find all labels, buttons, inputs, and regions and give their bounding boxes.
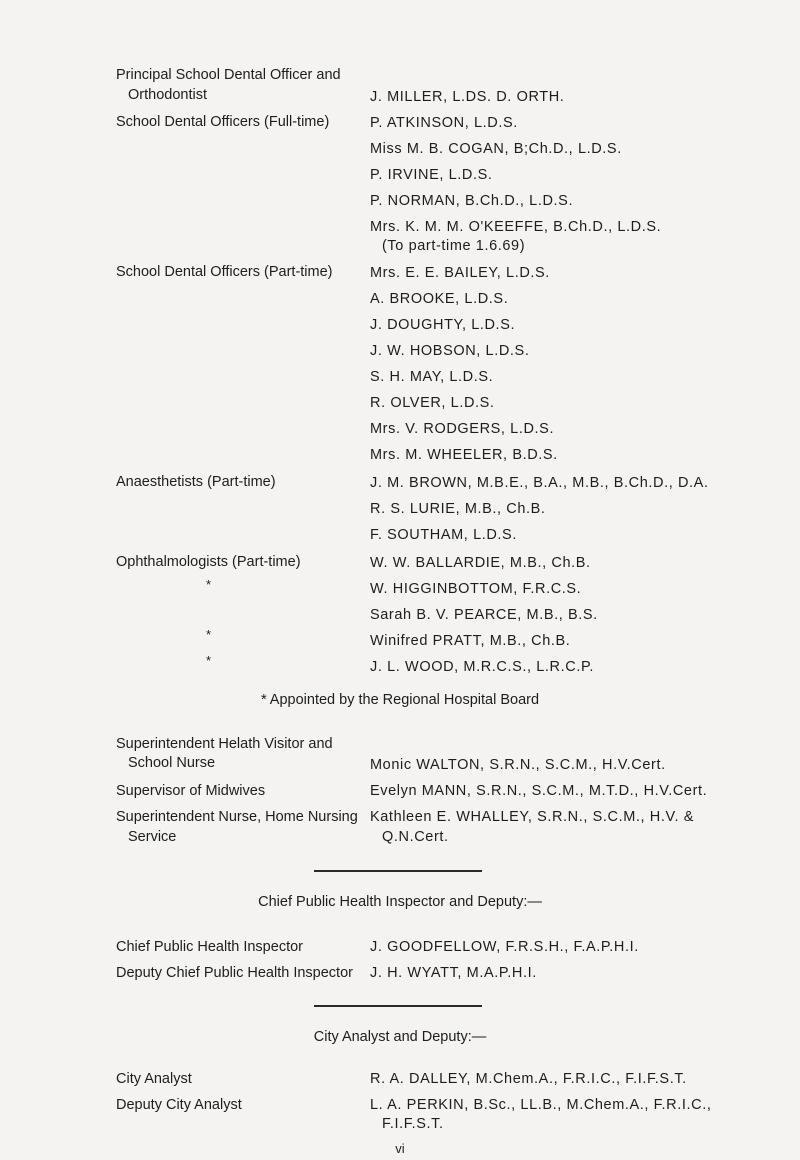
ophthalmologists-label: Ophthalmologists (Part-time) (116, 554, 301, 570)
anaesthetists-label: Anaesthetists (Part-time) (116, 474, 276, 490)
regional-board-marker: * (206, 577, 212, 592)
parttime-name: R. OLVER, L.D.S. (370, 395, 495, 411)
regional-board-marker: * (206, 653, 212, 668)
health-visitor-label-line2: School Nurse (128, 755, 216, 771)
section-divider (314, 1005, 482, 1007)
city-analyst-label: City Analyst (116, 1071, 192, 1087)
public-health-heading: Chief Public Health Inspector and Deputy:— (258, 894, 542, 910)
fulltime-name: Mrs. K. M. M. O'KEEFFE, B.Ch.D., L.D.S. (370, 219, 662, 235)
fulltime-note: (To part-time 1.6.69) (382, 238, 526, 254)
parttime-name: Mrs. M. WHEELER, B.D.S. (370, 447, 558, 463)
ophthalmologist-name: W. W. BALLARDIE, M.B., Ch.B. (370, 555, 591, 571)
home-nursing-label-line2: Service (128, 829, 177, 845)
health-visitor-value: Monic WALTON, S.R.N., S.C.M., H.V.Cert. (370, 757, 666, 773)
home-nursing-value-line2: Q.N.Cert. (382, 829, 449, 845)
anaesthetist-name: J. M. BROWN, M.B.E., B.A., M.B., B.Ch.D., D.A. (370, 475, 709, 491)
fulltime-name: P. IRVINE, L.D.S. (370, 167, 493, 183)
anaesthetist-name: R. S. LURIE, M.B., Ch.B. (370, 501, 546, 517)
parttime-name: Mrs. V. RODGERS, L.D.S. (370, 421, 555, 437)
ophthalmologist-name: J. L. WOOD, M.R.C.S., L.R.C.P. (370, 659, 594, 675)
principal-value: J. MILLER, L.DS. D. ORTH. (370, 89, 565, 105)
parttime-label: School Dental Officers (Part-time) (116, 264, 333, 280)
parttime-name: S. H. MAY, L.D.S. (370, 369, 494, 385)
ophthalmologist-name: Sarah B. V. PEARCE, M.B., B.S. (370, 607, 598, 623)
deputy-analyst-value-line1: L. A. PERKIN, B.Sc., LL.B., M.Chem.A., F.R.I.C., (370, 1097, 712, 1113)
home-nursing-value-line1: Kathleen E. WHALLEY, S.R.N., S.C.M., H.V. & (370, 809, 694, 825)
health-visitor-label-line1: Superintendent Helath Visitor and (116, 736, 333, 752)
deputy-analyst-label: Deputy City Analyst (116, 1097, 242, 1113)
parttime-name: A. BROOKE, L.D.S. (370, 291, 509, 307)
page-number: vi (395, 1141, 405, 1156)
fulltime-name: P. NORMAN, B.Ch.D., L.D.S. (370, 193, 574, 209)
fulltime-name: P. ATKINSON, L.D.S. (370, 115, 518, 131)
analyst-heading: City Analyst and Deputy:— (313, 1029, 487, 1045)
chief-inspector-value: J. GOODFELLOW, F.R.S.H., F.A.P.H.I. (370, 939, 639, 955)
deputy-inspector-label: Deputy Chief Public Health Inspector (116, 965, 353, 981)
midwives-value: Evelyn MANN, S.R.N., S.C.M., M.T.D., H.V.Cert. (370, 783, 708, 799)
regional-board-marker: * (206, 627, 212, 642)
chief-inspector-label: Chief Public Health Inspector (116, 939, 303, 955)
fulltime-name: Miss M. B. COGAN, B;Ch.D., L.D.S. (370, 141, 622, 157)
city-analyst-value: R. A. DALLEY, M.Chem.A., F.R.I.C., F.I.F.S.T. (370, 1071, 687, 1087)
ophthalmologist-name: Winifred PRATT, M.B., Ch.B. (370, 633, 571, 649)
section-divider (314, 870, 482, 872)
deputy-analyst-value-line2: F.I.F.S.T. (382, 1116, 444, 1132)
parttime-name: Mrs. E. E. BAILEY, L.D.S. (370, 265, 550, 281)
parttime-name: J. W. HOBSON, L.D.S. (370, 343, 530, 359)
home-nursing-label-line1: Superintendent Nurse, Home Nursing (116, 809, 358, 825)
regional-board-footnote: * Appointed by the Regional Hospital Board (260, 692, 540, 708)
principal-label-line1: Principal School Dental Officer and (116, 67, 341, 83)
anaesthetist-name: F. SOUTHAM, L.D.S. (370, 527, 517, 543)
fulltime-label: School Dental Officers (Full-time) (116, 114, 330, 130)
ophthalmologist-name: W. HIGGINBOTTOM, F.R.C.S. (370, 581, 582, 597)
deputy-inspector-value: J. H. WYATT, M.A.P.H.I. (370, 965, 537, 981)
principal-label-line2: Orthodontist (128, 87, 207, 103)
midwives-label: Supervisor of Midwives (116, 783, 266, 799)
parttime-name: J. DOUGHTY, L.D.S. (370, 317, 516, 333)
